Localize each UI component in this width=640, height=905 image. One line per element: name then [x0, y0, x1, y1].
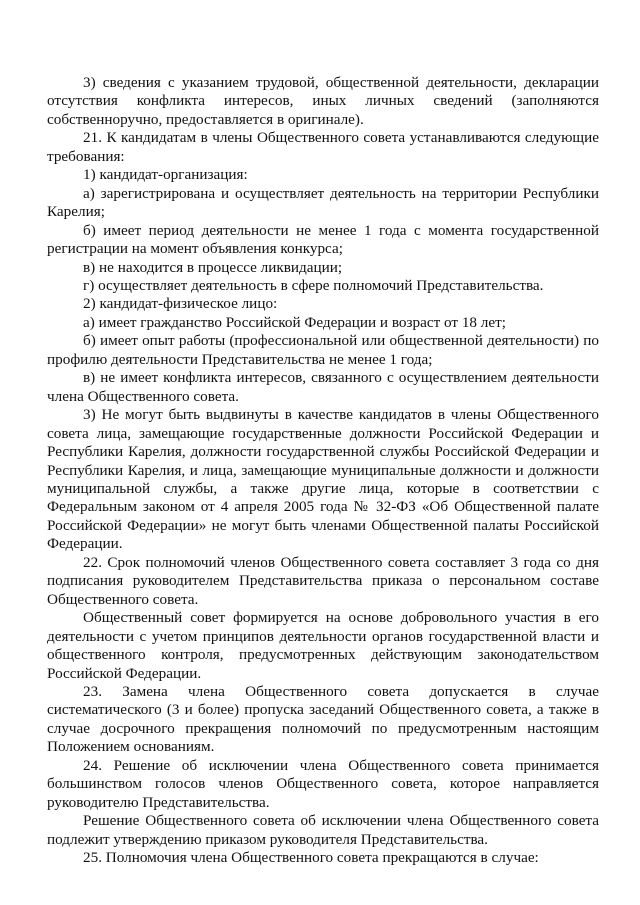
paragraph-individual-requirement-a: а) имеет гражданство Российской Федерации и возраст от 18 лет; [83, 313, 506, 331]
document-page [47, 74, 599, 867]
paragraph-candidate-individual: 2) кандидат-физическое лицо: [83, 295, 278, 313]
paragraph-individual-requirement-b: б) имеет опыт работы (профессиональной или общественной деятельности) по профилю деятельности Представительства не менее 1 года; [47, 332, 599, 368]
paragraph-individual-requirement-v: в) не имеет конфликта интересов, связанного с осуществлением деятельности члена Общественного совета. [47, 369, 599, 405]
paragraph-council-formation: Общественный совет формируется на основе добровольного участия в его деятельности с учетом принципов деятельности органов государственной власти и общественного контроля, предусмотренных действующим законодательством Российской Федерации. [47, 609, 599, 682]
paragraph-section-25: 25. Полномочия члена Общественного совета прекращаются в случае: [83, 849, 539, 867]
paragraph-item-3-info: 3) сведения с указанием трудовой, общественной деятельности, декларации отсутствия конфликта интересов, иных личных сведений (заполняются собственноручно, предоставляется в оригинале). [47, 74, 599, 128]
paragraph-exclusion-approval: Решение Общественного совета об исключении члена Общественного совета подлежит утверждению приказом руководителя Представительства. [47, 812, 599, 848]
paragraph-org-requirement-b: б) имеет период деятельности не менее 1 года с момента государственной регистрации на момент объявления конкурса; [47, 221, 599, 258]
paragraph-org-requirement-g: г) осуществляет деятельность в сфере полномочий Представительства. [83, 276, 544, 294]
paragraph-org-requirement-a: а) зарегистрирована и осуществляет деятельность на территории Республики Карелия; [47, 184, 599, 221]
paragraph-section-23: 23. Замена члена Общественного совета допускается в случае систематического (3 и более) пропуска заседаний Общественного совета, а также в случае досрочного прекращения полномочий по предусмотренным настоящим Положением основаниям. [47, 682, 599, 756]
paragraph-section-24: 24. Решение об исключении члена Общественного совета принимается большинством голосов членов Общественного совета, которое направляется руководителю Представительства. [47, 756, 599, 811]
paragraph-candidate-organization: 1) кандидат-организация: [83, 166, 248, 184]
paragraph-section-21: 21. К кандидатам в члены Общественного совета устанавливаются следующие требования: [47, 129, 599, 165]
paragraph-org-requirement-v: в) не находится в процессе ликвидации; [83, 258, 343, 276]
paragraph-ineligible-persons: 3) Не могут быть выдвинуты в качестве кандидатов в члены Общественного совета лица, замещающие государственные должности Российской Федерации и Республики Карелия, должности государственной службы Российской Федерации и Республики Карелия, и лица, замещающие муниципальные должности и должности муниципальной службы, а также другие лица, которые в соответствии с Федеральным законом от 4 апреля 2005 года № 32-ФЗ «Об Общественной палате Российской Федерации» не могут быть членами Общественной палаты Российской Федерации. [47, 406, 599, 553]
paragraph-section-22: 22. Срок полномочий членов Общественного совета составляет 3 года со дня подписания руководителем Представительства приказа о персональном составе Общественного совета. [47, 553, 599, 608]
